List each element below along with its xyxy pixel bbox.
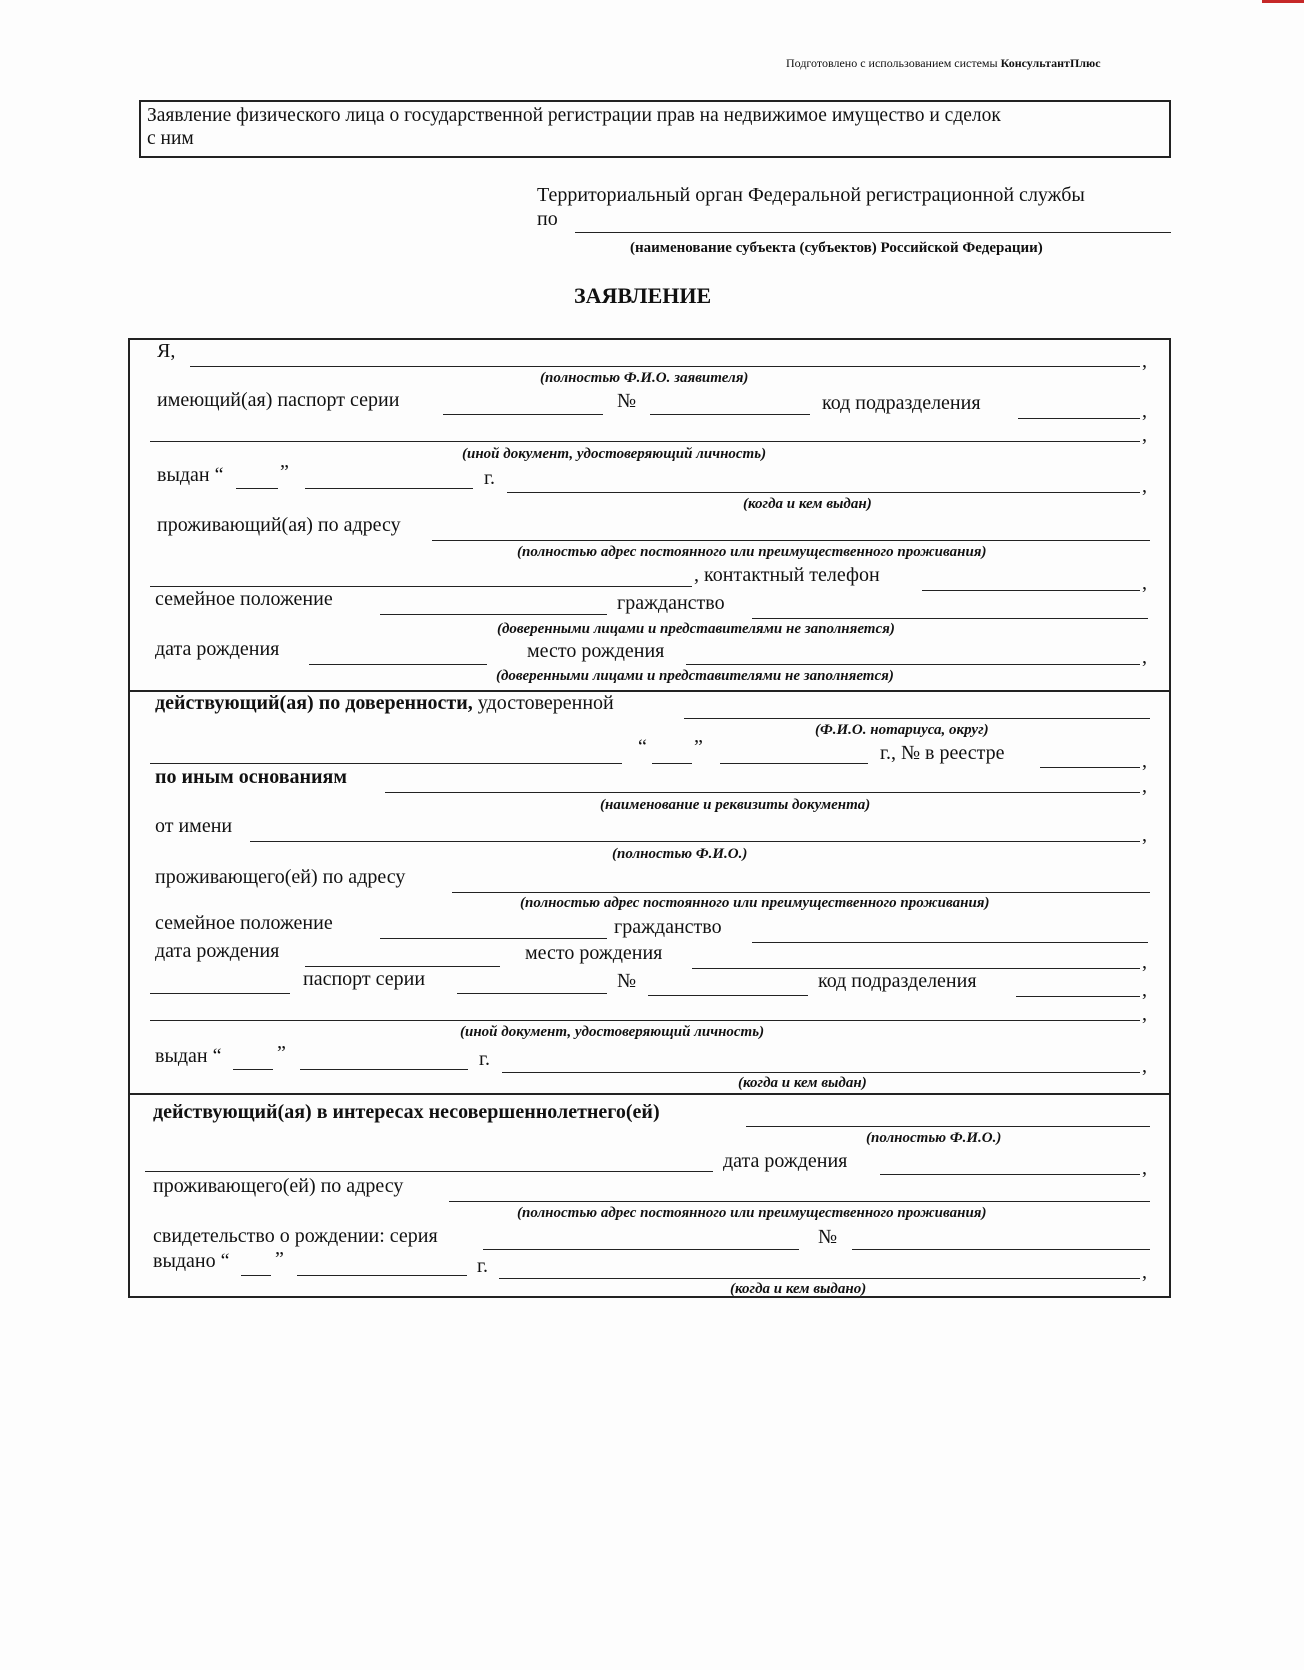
living-address-label: проживающий(ая) по адресу bbox=[157, 514, 401, 536]
prepared-brand: КонсультантПлюс bbox=[1000, 56, 1101, 70]
minor-issued-label: выдано “ bbox=[153, 1250, 230, 1272]
principal-citizenship-field[interactable] bbox=[752, 942, 1148, 943]
principal-other-document-field[interactable] bbox=[150, 1020, 1140, 1021]
page-title: ЗАЯВЛЕНИЕ bbox=[574, 283, 712, 308]
citizenship-field[interactable] bbox=[752, 618, 1148, 619]
minor-issued-month-field[interactable] bbox=[297, 1275, 467, 1276]
principal-passport-series-field[interactable] bbox=[457, 993, 607, 994]
registry-number-field[interactable] bbox=[1040, 767, 1140, 768]
principal-birth-place-label: место рождения bbox=[525, 942, 663, 964]
comma: , bbox=[1142, 750, 1147, 772]
issued-label: выдан “ bbox=[157, 464, 224, 486]
proxy-quote-open: “ bbox=[638, 736, 647, 758]
issued-year-label: г. bbox=[484, 467, 495, 489]
ya-label: Я, bbox=[157, 340, 176, 362]
issued-day-field[interactable] bbox=[236, 488, 278, 489]
address-caption: (полностью адрес постоянного или преимущественного проживания) bbox=[517, 544, 987, 560]
comma: , bbox=[1142, 1055, 1147, 1077]
addressee-line: Территориальный орган Федеральной регистрационной службы bbox=[537, 184, 1085, 206]
birth-date-label: дата рождения bbox=[155, 638, 280, 660]
comma: , bbox=[1142, 646, 1147, 668]
acting-minor-label: действующий(ая) в интересах несовершеннолетнего(ей) bbox=[153, 1101, 660, 1123]
living-address-field[interactable] bbox=[432, 540, 1150, 541]
passport-prefix-field[interactable] bbox=[150, 993, 290, 994]
minor-issued-quote-close: ” bbox=[275, 1248, 284, 1270]
proxy-quote-close: ” bbox=[694, 736, 703, 758]
notary-field[interactable] bbox=[684, 718, 1150, 719]
proxy-line bbox=[155, 692, 614, 715]
title-line-1: Заявление физического лица о государственной регистрации прав на недвижимое имущество и сделок bbox=[147, 105, 1001, 126]
other-grounds-label: по иным основаниям bbox=[155, 766, 348, 788]
principal-marital-label: семейное положение bbox=[155, 912, 333, 934]
birth-place-label: место рождения bbox=[527, 640, 665, 662]
principal-issued-year-label: г. bbox=[479, 1048, 490, 1070]
fio-caption: (полностью Ф.И.О. заявителя) bbox=[540, 370, 749, 386]
principal-address-label: проживающего(ей) по адресу bbox=[155, 866, 406, 888]
other-document-caption: (иной документ, удостоверяющий личность) bbox=[462, 446, 767, 462]
comma: , bbox=[1142, 1261, 1147, 1283]
principal-marital-field[interactable] bbox=[380, 938, 607, 939]
minor-birth-date-label: дата рождения bbox=[723, 1150, 848, 1172]
principal-birth-date-label: дата рождения bbox=[155, 940, 280, 962]
passport-no-label: № bbox=[617, 390, 637, 412]
comma: , bbox=[1142, 424, 1147, 446]
birth-cert-number-field[interactable] bbox=[852, 1249, 1150, 1250]
principal-issued-month-field[interactable] bbox=[300, 1069, 468, 1070]
other-grounds-field[interactable] bbox=[385, 792, 1140, 793]
principal-passport-number-field[interactable] bbox=[648, 995, 808, 996]
principal-birth-place-field[interactable] bbox=[692, 968, 1140, 969]
acting-by-proxy-label: действующий(ая) по доверенности, bbox=[155, 692, 473, 714]
address-continuation-field[interactable] bbox=[150, 586, 692, 587]
prepared-note bbox=[786, 56, 1101, 71]
minor-fio-caption: (полностью Ф.И.О.) bbox=[866, 1130, 1002, 1146]
minor-fio-field[interactable] bbox=[746, 1126, 1150, 1127]
birth-cert-no-label: № bbox=[818, 1226, 838, 1248]
proxy-month-field[interactable] bbox=[720, 763, 868, 764]
comma: , bbox=[1142, 400, 1147, 422]
issued-caption: (когда и кем выдан) bbox=[743, 496, 872, 512]
principal-issued-by-field[interactable] bbox=[502, 1072, 1140, 1073]
minor-address-field[interactable] bbox=[449, 1201, 1150, 1202]
document-caption: (наименование и реквизиты документа) bbox=[600, 797, 871, 813]
on-behalf-label: от имени bbox=[155, 815, 233, 837]
section-divider-2 bbox=[128, 1093, 1171, 1095]
issued-by-field[interactable] bbox=[507, 492, 1140, 493]
principal-other-document-caption: (иной документ, удостоверяющий личность) bbox=[460, 1024, 765, 1040]
comma: , bbox=[1142, 824, 1147, 846]
passport-number-field[interactable] bbox=[650, 414, 810, 415]
principal-fio-field[interactable] bbox=[250, 841, 1140, 842]
birth-cert-series-field[interactable] bbox=[483, 1249, 799, 1250]
principal-issued-label: выдан “ bbox=[155, 1045, 222, 1067]
minor-issued-by-field[interactable] bbox=[499, 1278, 1140, 1279]
comma: , bbox=[1142, 475, 1147, 497]
not-filled-caption-2: (доверенными лицами и представителями не заполняется) bbox=[496, 668, 894, 684]
minor-issued-day-field[interactable] bbox=[241, 1275, 271, 1276]
birth-date-field[interactable] bbox=[309, 664, 487, 665]
birth-cert-label: свидетельство о рождении: серия bbox=[153, 1225, 438, 1247]
comma: , bbox=[1142, 350, 1147, 372]
applicant-fio-field[interactable] bbox=[190, 366, 1140, 367]
principal-subdivision-label: код подразделения bbox=[818, 970, 977, 992]
comma: , bbox=[1142, 572, 1147, 594]
addressee-po: по bbox=[537, 208, 558, 230]
minor-issued-year-label: г. bbox=[477, 1255, 488, 1277]
title-line-2: с ним bbox=[147, 128, 194, 149]
certified-label: удостоверенной bbox=[477, 692, 614, 714]
notary-caption: (Ф.И.О. нотариуса, округ) bbox=[815, 722, 989, 738]
passport-series-field[interactable] bbox=[443, 414, 603, 415]
phone-field[interactable] bbox=[922, 590, 1140, 591]
subject-caption: (наименование субъекта (субъектов) Российской Федерации) bbox=[630, 240, 1043, 256]
minor-address-label: проживающего(ей) по адресу bbox=[153, 1175, 404, 1197]
principal-issued-caption: (когда и кем выдан) bbox=[738, 1075, 867, 1091]
marital-status-label: семейное положение bbox=[155, 588, 333, 610]
principal-issued-day-field[interactable] bbox=[233, 1069, 273, 1070]
marital-status-field[interactable] bbox=[380, 614, 607, 615]
principal-fio-caption: (полностью Ф.И.О.) bbox=[612, 846, 748, 862]
comma: , bbox=[1142, 979, 1147, 1001]
prepared-prefix: Подготовлено с использованием системы bbox=[786, 56, 998, 70]
proxy-day-field[interactable] bbox=[652, 763, 692, 764]
phone-label: , контактный телефон bbox=[694, 564, 880, 586]
passport-series-label: имеющий(ая) паспорт серии bbox=[157, 389, 400, 411]
comma: , bbox=[1142, 1003, 1147, 1025]
comma: , bbox=[1142, 1157, 1147, 1179]
principal-address-field[interactable] bbox=[452, 892, 1150, 893]
minor-address-caption: (полностью адрес постоянного или преимущественного проживания) bbox=[517, 1205, 987, 1221]
principal-subdivision-field[interactable] bbox=[1016, 996, 1140, 997]
other-document-field[interactable] bbox=[150, 441, 1140, 442]
comma: , bbox=[1142, 951, 1147, 973]
issued-quote-close: ” bbox=[280, 461, 289, 483]
issued-month-field[interactable] bbox=[305, 488, 473, 489]
principal-address-caption: (полностью адрес постоянного или преимущественного проживания) bbox=[520, 895, 990, 911]
principal-birth-date-field[interactable] bbox=[305, 966, 500, 967]
comma: , bbox=[1142, 775, 1147, 797]
principal-citizenship-label: гражданство bbox=[614, 916, 722, 938]
principal-issued-quote-close: ” bbox=[277, 1042, 286, 1064]
scan-edge-mark bbox=[1262, 0, 1304, 3]
not-filled-caption-1: (доверенными лицами и представителями не заполняется) bbox=[497, 621, 895, 637]
citizenship-label: гражданство bbox=[617, 592, 725, 614]
principal-passport-series-label: паспорт серии bbox=[303, 968, 426, 990]
subdivision-code-field[interactable] bbox=[1018, 418, 1140, 419]
birth-place-field[interactable] bbox=[686, 664, 1140, 665]
minor-issued-caption: (когда и кем выдано) bbox=[730, 1281, 867, 1297]
registry-label: г., № в реестре bbox=[880, 742, 1005, 764]
subject-field[interactable] bbox=[575, 232, 1171, 233]
principal-passport-no-label: № bbox=[617, 970, 637, 992]
proxy-date-field[interactable] bbox=[150, 763, 622, 764]
minor-fio-continuation-field[interactable] bbox=[145, 1171, 713, 1172]
minor-birth-date-field[interactable] bbox=[880, 1174, 1140, 1175]
subdivision-code-label: код подразделения bbox=[822, 392, 981, 414]
